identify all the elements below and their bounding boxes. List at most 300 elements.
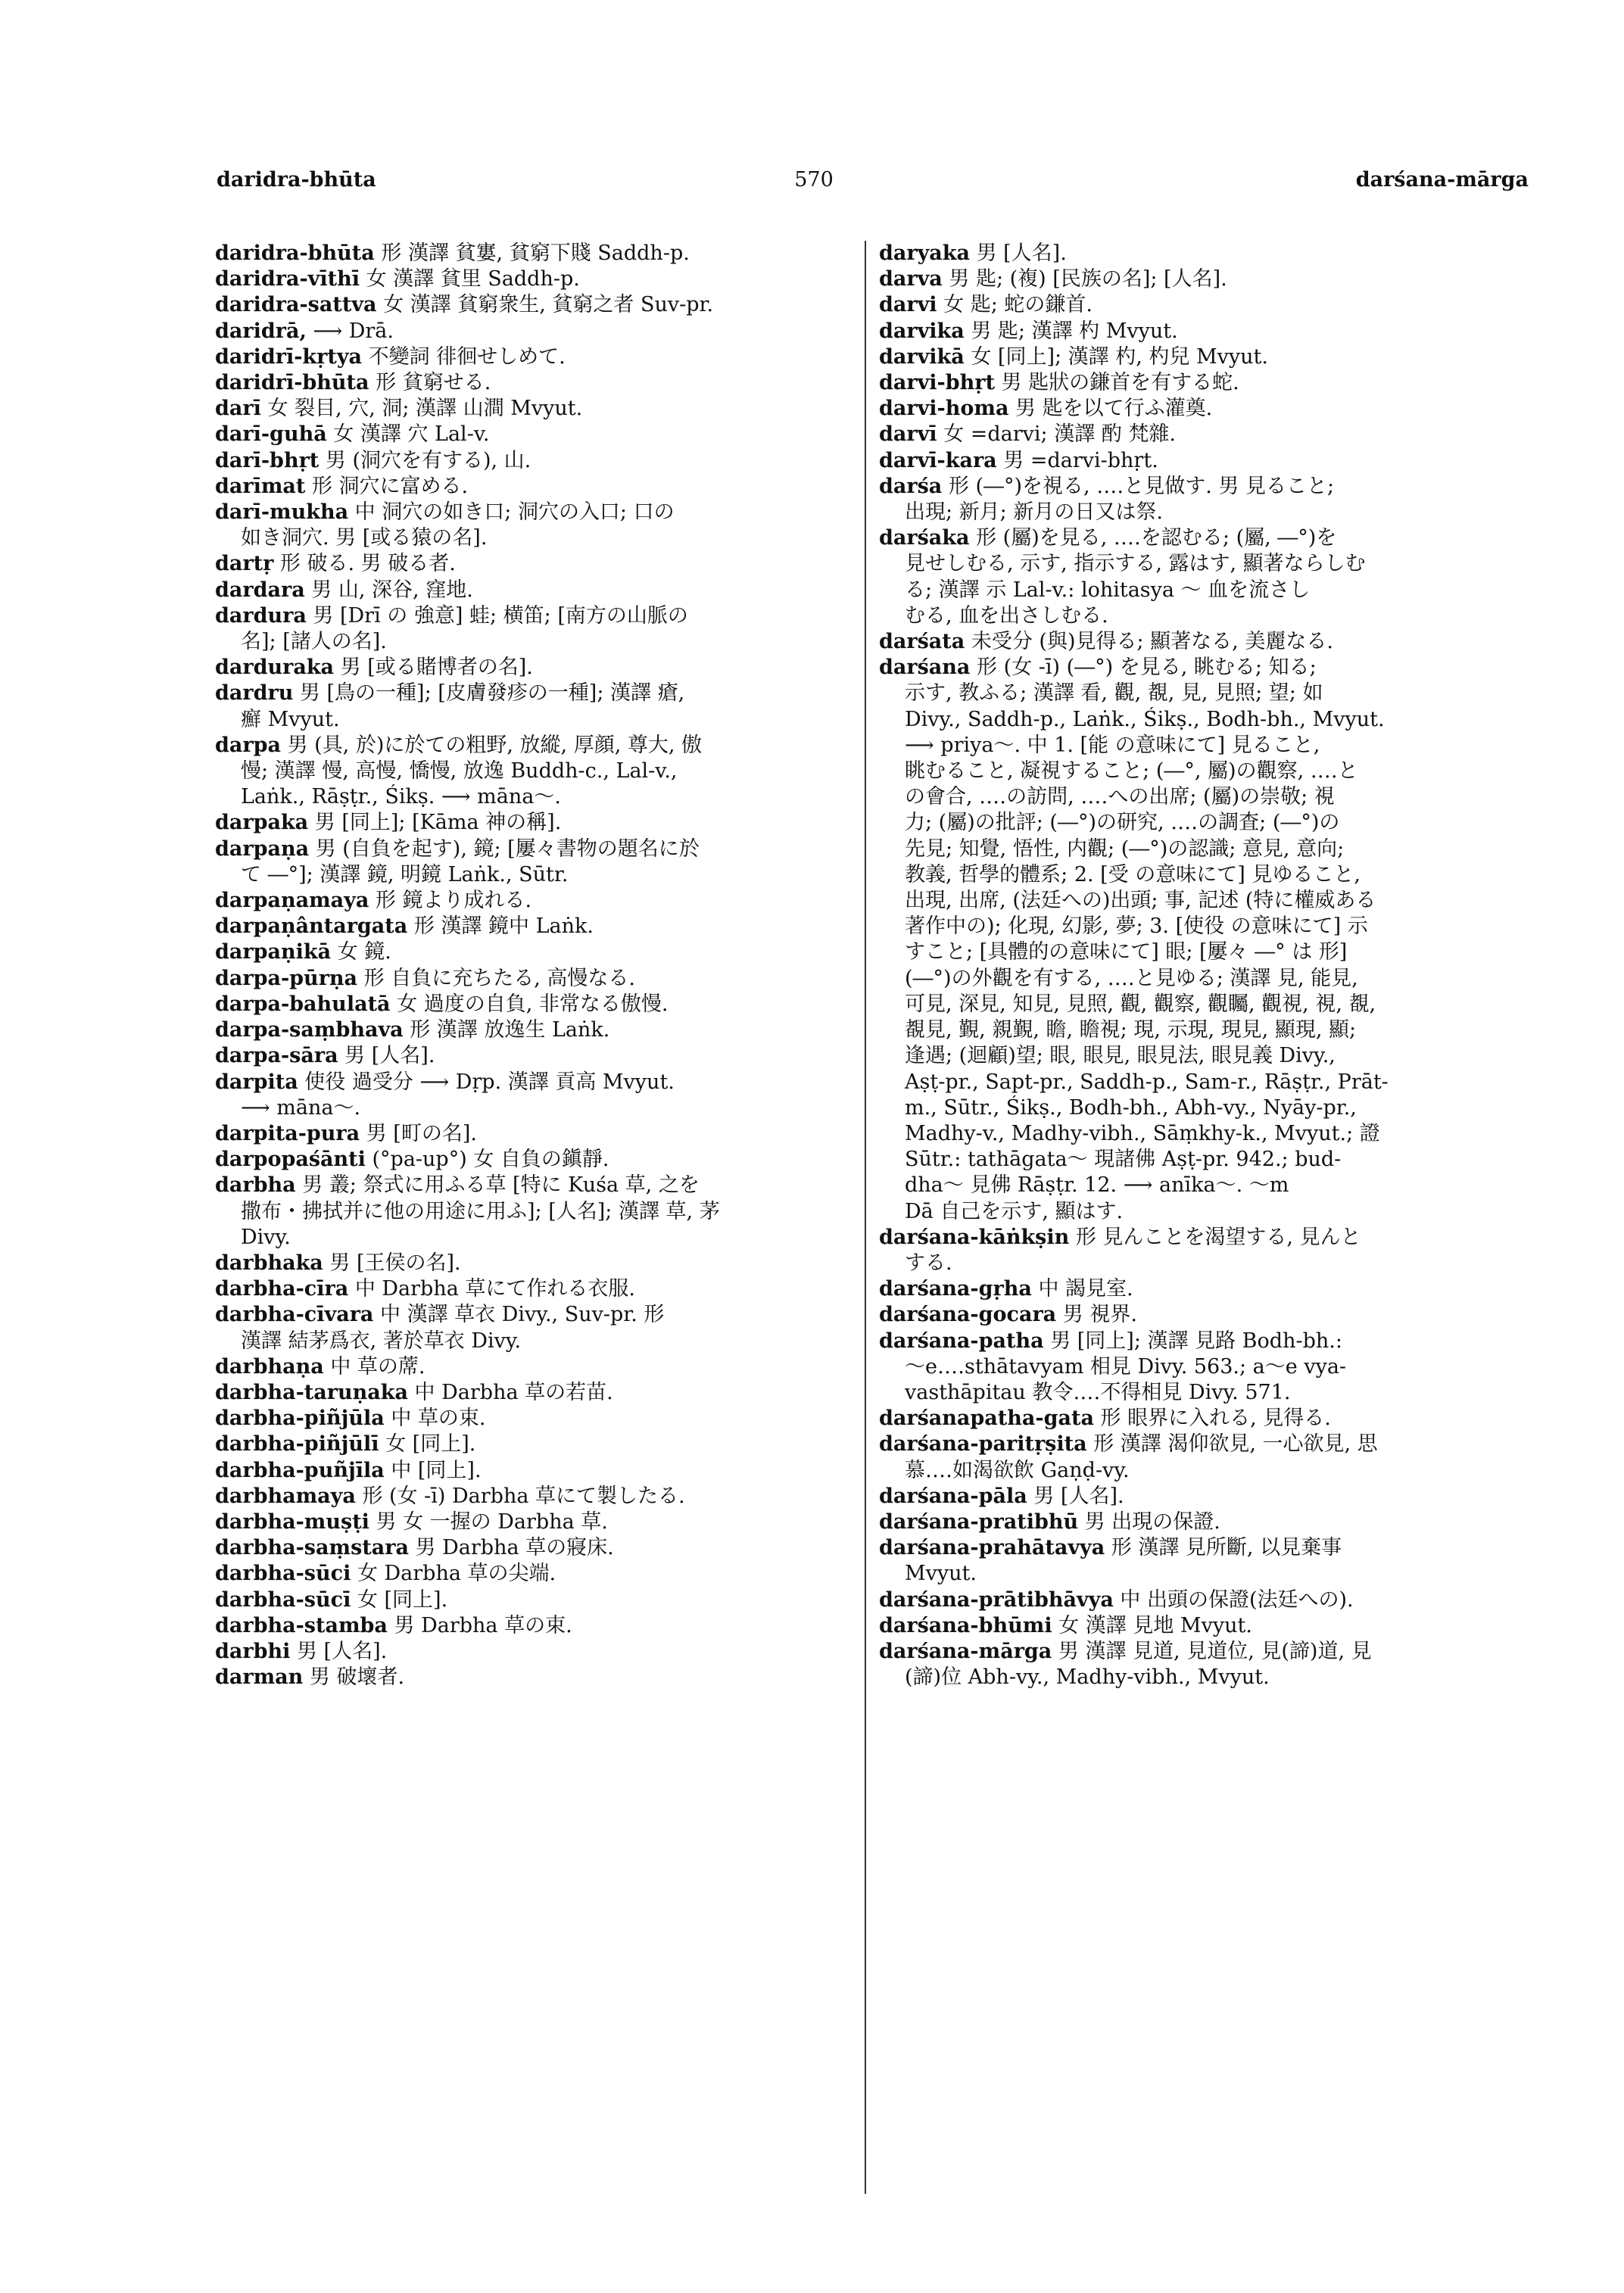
dictionary-entry [215, 474, 851, 500]
definition: 眺むること, 凝視すること; (―°, 屬)の觀察, ‥‥と [905, 759, 1358, 784]
entry-continuation [215, 862, 851, 888]
dictionary-entry [215, 370, 851, 396]
headword: darśana-patha [879, 1329, 1044, 1353]
headword: darvika [879, 319, 965, 343]
entry-continuation [879, 1199, 1512, 1225]
headword: darpa-pūrṇa [215, 966, 358, 990]
definition: 形 破る. 男 破る者. [273, 552, 456, 576]
dictionary-entry [215, 1276, 851, 1302]
headword: darbha-sūcī [215, 1587, 351, 1612]
dictionary-entry [215, 1147, 851, 1173]
definition: 撒布・拂拭并に他の用途に用ふ]; [人名]; 漢譯 草, 茅 [241, 1199, 720, 1223]
headword: daridra-bhūta [215, 241, 375, 265]
definition: 形 (―°)を視る, ‥‥と見做す. 男 見ること; [942, 474, 1335, 498]
dictionary-entry [215, 578, 851, 603]
definition: 癬 Mvyut. [241, 707, 340, 731]
dictionary-entry [215, 1587, 851, 1613]
definition: 形 洞穴に富める. [305, 474, 469, 498]
entry-continuation [215, 629, 851, 655]
dictionary-entry [215, 733, 851, 759]
dictionary-entry [879, 1432, 1512, 1457]
dictionary-entry [215, 551, 851, 577]
headword: darī-bhṛt [215, 448, 320, 472]
entry-continuation [879, 707, 1512, 733]
headword: dartṛ [215, 552, 274, 576]
dictionary-entry [879, 1587, 1512, 1613]
dictionary-entry [215, 1613, 851, 1639]
headword: darbha-sūci [215, 1562, 351, 1586]
definition: 中 草の束. [384, 1407, 486, 1431]
definition: 慢; 漢譯 慢, 高慢, 憍慢, 放逸 Buddh-c., Lal-v., [241, 759, 678, 784]
headword: darman [215, 1665, 304, 1690]
definition: の會合, ‥‥の訪問, ‥‥への出席; (屬)の崇敬; 視 [905, 785, 1335, 809]
entry-continuation [215, 1329, 851, 1354]
dictionary-entry [215, 422, 851, 447]
definition: 男 視界. [1056, 1303, 1137, 1327]
dictionary-entry [879, 396, 1512, 422]
definition: 男 [人名]. [969, 241, 1067, 265]
headword: daridrī-bhūta [215, 371, 369, 395]
definition: 力; (屬)の批評; (―°)の研究, ‥‥の調査; (―°)の [905, 811, 1340, 835]
definition: 不變詞 徘徊せしめて. [362, 344, 566, 369]
definition: 中 謁見室. [1031, 1277, 1133, 1301]
definition: ⟶ māna～. [241, 1095, 361, 1120]
dictionary-entry [215, 603, 851, 629]
headword: darśana-prahātavya [879, 1536, 1105, 1560]
definition: 女 匙; 蛇の鎌首. [937, 293, 1093, 317]
definition: (諦)位 Abh-vy., Madhy-vibh., Mvyut. [905, 1665, 1270, 1690]
dictionary-entry [215, 1043, 851, 1069]
definition: すこと; [具體的の意味にて] 眼; [屢々 ―° は 形] [905, 940, 1348, 964]
definition: 逢遇; (迴顧)望; 眼, 眼見, 眼見法, 眼見義 Divy., [905, 1044, 1336, 1068]
definition: vasthāpitau 教令‥‥不得相見 Divy. 571. [905, 1380, 1291, 1404]
dictionary-entry [215, 810, 851, 836]
definition: 男 [Drī の 強意] 蛙; 横笛; [南方の山脈の [306, 603, 688, 628]
definition: 男 叢; 祭式に用ふる草 [特に Kuśa 草, 之を [295, 1173, 700, 1198]
definition: 男 [鳥の一種]; [皮膚發疹の一種]; 漢譯 瘡, [293, 681, 685, 706]
definition: Madhy-v., Madhy-vibh., Sāṃkhy-k., Mvyut.; 證 [905, 1121, 1380, 1145]
definition: 女 過度の自負, 非常なる傲慢. [390, 992, 669, 1016]
definition: 男 (洞穴を有する), 山. [319, 448, 531, 472]
headword: daridrā, [215, 319, 307, 343]
dictionary-entry [215, 655, 851, 681]
entry-continuation [879, 1251, 1512, 1276]
definition: 形 (女 -ī) Darbha 草にて製したる. [355, 1484, 685, 1508]
definition: 未受分 (與)見得る; 顯著なる, 美麗なる. [965, 630, 1333, 654]
entry-continuation [879, 578, 1512, 603]
definition: 男 [同上]; [Kāma 神の稱]. [308, 811, 562, 835]
entry-continuation [215, 1199, 851, 1225]
headword: darśana-mārga [879, 1639, 1052, 1663]
headword: darpopaśānti [215, 1148, 366, 1172]
dictionary-entry [215, 1173, 851, 1198]
dictionary-entry [215, 241, 851, 266]
headword: darbhaka [215, 1251, 323, 1275]
definition: Sūtr.: tathāgata～ 現諸佛 Aṣṭ-pr. 942.; bud- [905, 1148, 1342, 1172]
definition: 男 Darbha 草の束. [387, 1613, 572, 1637]
definition: Divy., Saddh-p., Laṅk., Śikṣ., Bodh-bh., Mvyut. [905, 707, 1385, 731]
definition: 男 出現の保證. [1078, 1509, 1220, 1534]
entry-continuation [215, 525, 851, 551]
entry-continuation [879, 1665, 1512, 1690]
definition: 先見; 知覺, 悟性, 内觀; (―°)の認識; 意見, 意向; [905, 837, 1345, 861]
dictionary-entry [215, 1121, 851, 1147]
headword: darpa-bahulatā [215, 992, 391, 1016]
definition: Divy. [241, 1225, 291, 1249]
definition: 女 漢譯 見地 Mvyut. [1052, 1613, 1252, 1637]
dictionary-entry [215, 1380, 851, 1406]
entry-continuation [879, 681, 1512, 706]
dictionary-entry [879, 525, 1512, 551]
definition: 男 [町の名]. [360, 1121, 477, 1145]
entry-continuation [879, 837, 1512, 862]
headword: darīmat [215, 474, 306, 498]
definition: 男 [人名]. [1027, 1484, 1124, 1508]
entry-continuation [879, 1095, 1512, 1121]
definition: 女 [同上]. [379, 1432, 476, 1456]
definition: 男 破壞者. [303, 1665, 405, 1690]
definition: 如き洞穴. 男 [或る猿の名]. [241, 526, 488, 550]
definition: Dā 自己を示す, 顯はす. [905, 1199, 1124, 1223]
definition: 女 =darvi; 漢譯 酌 梵雜. [937, 422, 1176, 447]
headword: darvī-kara [879, 448, 997, 472]
definition: 中 漢譯 草衣 Divy., Suv-pr. 形 [373, 1303, 665, 1327]
entry-continuation [879, 603, 1512, 629]
dictionary-entry [879, 629, 1512, 655]
definition: 男 漢譯 見道, 見道位, 見(諦)道, 見 [1052, 1639, 1372, 1663]
definition: 示す, 教ふる; 漢譯 看, 觀, 覩, 見, 見照; 望; 如 [905, 681, 1323, 706]
headword: darpaṇa [215, 837, 310, 861]
headword: darbhamaya [215, 1484, 356, 1508]
entry-continuation [879, 1070, 1512, 1095]
headword: darśaka [879, 526, 970, 550]
entry-continuation [879, 784, 1512, 810]
dictionary-entry [215, 1665, 851, 1690]
dictionary-entry [879, 1613, 1512, 1639]
entry-continuation [879, 1017, 1512, 1043]
headword: darī-mukha [215, 500, 349, 525]
headword: darbha-cīra [215, 1277, 349, 1301]
headword: darbha-taruṇaka [215, 1380, 408, 1404]
definition: 可見, 深見, 知見, 見照, 觀, 觀察, 觀矚, 觀視, 視, 覩, [905, 992, 1376, 1016]
definition: て ―°]; 漢譯 鏡, 明鏡 Laṅk., Sūtr. [241, 862, 569, 886]
right-column [879, 241, 1512, 1690]
dictionary-entry [215, 1509, 851, 1535]
dictionary-entry [879, 422, 1512, 447]
dictionary-entry [879, 319, 1512, 344]
dictionary-entry [879, 474, 1512, 500]
headword: darpa [215, 733, 281, 757]
headword: darbha-stamba [215, 1613, 388, 1637]
entry-continuation [215, 707, 851, 733]
dictionary-entry [215, 292, 851, 318]
definition: 形 漢譯 貧寠, 貧窮下賤 Saddh-p. [374, 241, 690, 265]
dictionary-entry [215, 1354, 851, 1380]
dictionary-entry [879, 292, 1512, 318]
headword: darśana-kāṅkṣin [879, 1225, 1070, 1249]
headword: darī-guhā [215, 422, 327, 447]
headword: darśana-gocara [879, 1303, 1057, 1327]
definition: m., Sūtr., Śikṣ., Bodh-bh., Abh-vy., Nyāy-pr., [905, 1095, 1357, 1120]
dictionary-entry [215, 319, 851, 344]
headword: darpaṇamaya [215, 889, 369, 913]
definition: 男 Darbha 草の寢床. [408, 1536, 614, 1560]
headword: darpa-sāra [215, 1044, 338, 1068]
entry-continuation [879, 759, 1512, 784]
entry-continuation [879, 1121, 1512, 1147]
entry-continuation [879, 862, 1512, 888]
headword: darvī [879, 422, 937, 447]
definition: 中 洞穴の如き口; 洞穴の入口; 口の [348, 500, 675, 525]
dictionary-entry [879, 1484, 1512, 1509]
dictionary-entry [215, 344, 851, 370]
definition: 中 Darbha 草の若苗. [407, 1380, 613, 1404]
headword: darbhaṇa [215, 1354, 324, 1379]
entry-continuation [879, 551, 1512, 577]
entry-continuation [879, 1380, 1512, 1406]
definition: る; 漢譯 示 Lal-v.: lohitasya ～ 血を流さし [905, 578, 1311, 602]
headword: darpaka [215, 811, 309, 835]
dictionary-entry [215, 1535, 851, 1561]
definition: 形 貧窮せる. [369, 371, 491, 395]
headword: darśana-pratibhū [879, 1509, 1079, 1534]
definition: 男 匙を以て行ふ灌奠. [1008, 397, 1213, 421]
dictionary-entry [879, 448, 1512, 474]
headword: darśana [879, 656, 971, 680]
headword: dardara [215, 578, 305, 602]
definition: 女 裂目, 穴, 洞; 漢譯 山澗 Mvyut. [260, 397, 583, 421]
definition: 中 Darbha 草にて作れる衣服. [348, 1277, 635, 1301]
headword: darpaṇântargata [215, 914, 408, 939]
definition: Aṣṭ-pr., Sapt-pr., Saddh-p., Sam-r., Rāṣṭr., Prāt- [905, 1070, 1389, 1094]
entry-continuation [879, 1458, 1512, 1484]
definition: 形 (屬)を見る, ‥‥を認むる; (屬, ―°)を [969, 526, 1337, 550]
dictionary-entry [215, 1302, 851, 1328]
dictionary-entry [215, 500, 851, 525]
definition: 女 漢譯 貧里 Saddh-p. [359, 267, 580, 291]
definition: 男 (具, 於)に於ての粗野, 放縱, 厚顔, 尊大, 傲 [280, 733, 703, 757]
entry-continuation [215, 784, 851, 810]
definition: 見せしむる, 示す, 指示する, 露はす, 顯著ならしむ [905, 552, 1366, 576]
dictionary-entry [879, 1535, 1512, 1561]
definition: 女 [同上]; 漢譯 杓, 杓兒 Mvyut. [964, 344, 1268, 369]
definition: 教義, 哲學的體系; 2. [受 の意味にて] 見ゆること, [905, 862, 1361, 886]
definition: 出現; 新月; 新月の日又は祭. [905, 500, 1163, 525]
headword: daridra-vīthī [215, 267, 360, 291]
page-number: 570 [794, 168, 834, 192]
definition: 中 出頭の保證(法廷への). [1113, 1587, 1354, 1612]
entry-continuation [879, 939, 1512, 965]
headword: darśana-paritṛṣita [879, 1432, 1087, 1456]
headword: darbha-piñjūlī [215, 1432, 379, 1456]
headword: darbha-muṣṭi [215, 1509, 369, 1534]
dictionary-entry [215, 1432, 851, 1457]
entry-continuation [879, 992, 1512, 1017]
headword: darśana-prātibhāvya [879, 1587, 1114, 1612]
definition: 漢譯 結茅爲衣, 著於草衣 Divy. [241, 1329, 522, 1353]
headword: darbha-saṃstara [215, 1536, 409, 1560]
entry-continuation [879, 810, 1512, 836]
definition: 形 (女 -ī) (―°) を見る, 眺むる; 知る; [970, 656, 1317, 680]
dictionary-entry [215, 939, 851, 965]
headword: daryaka [879, 241, 970, 265]
definition: 女 鏡. [331, 940, 391, 964]
dictionary-entry [215, 837, 851, 862]
definition: 女 漢譯 穴 Lal-v. [326, 422, 490, 447]
headword: darvi [879, 293, 937, 317]
left-column [215, 241, 851, 1690]
dictionary-entry [879, 241, 1512, 266]
entry-continuation [879, 1043, 1512, 1069]
definition: Laṅk., Rāṣṭr., Śikṣ. ⟶ māna～. [241, 785, 561, 809]
definition: 男 =darvi-bhṛt. [996, 448, 1158, 472]
entry-continuation [879, 966, 1512, 992]
definition: 形 漢譯 放逸生 Laṅk. [403, 1018, 610, 1042]
headword: darśana-gṛha [879, 1277, 1032, 1301]
definition: (°pa-up°) 女 自負の鎭靜. [365, 1148, 609, 1172]
dictionary-entry [215, 1251, 851, 1276]
headword: darpita-pura [215, 1121, 360, 1145]
dictionary-entry [879, 1276, 1512, 1302]
definition: 男 匙; (複) [民族の名]; [人名]. [942, 267, 1227, 291]
running-head-right: darśana-mārga [1355, 168, 1529, 192]
definition: 男 [人名]. [338, 1044, 435, 1068]
entry-continuation [879, 1173, 1512, 1198]
definition: 男 匙狀の鎌首を有する蛇. [994, 371, 1239, 395]
definition: ～e‥‥sthātavyam 相見 Divy. 563.; a～e vya- [905, 1354, 1347, 1379]
column-divider [865, 241, 866, 2194]
entry-continuation [215, 1095, 851, 1121]
definition: 形 漢譯 見所斷, 以見棄事 [1105, 1536, 1342, 1560]
definition: 覩見, 覲, 親覲, 瞻, 瞻視; 現, 示現, 現見, 顯現, 顯; [905, 1018, 1357, 1042]
definition: ⟶ priya～. 中 1. [能 の意味にて] 見ること, [905, 733, 1320, 757]
definition: 男 [同上]; 漢譯 見路 Bodh-bh.: [1043, 1329, 1342, 1353]
dictionary-entry [215, 992, 851, 1017]
headword: darśana-pāla [879, 1484, 1027, 1508]
definition: 形 鏡より成れる. [369, 889, 532, 913]
definition: 男 [或る賭博者の名]. [334, 656, 533, 680]
definition: ⟶ Drā. [306, 319, 394, 343]
dictionary-entry [215, 448, 851, 474]
definition: 男 女 一握の Darbha 草. [369, 1509, 608, 1534]
headword: darduraka [215, 656, 335, 680]
definition: 中 草の蓆. [323, 1354, 425, 1379]
entry-continuation [879, 1354, 1512, 1380]
definition: 中 [同上]. [384, 1458, 482, 1482]
dictionary-entry [879, 655, 1512, 681]
headword: darśana-bhūmi [879, 1613, 1052, 1637]
headword: darvikā [879, 344, 965, 369]
dictionary-entry [879, 1302, 1512, 1328]
definition: 形 眼界に入れる, 見得る. [1093, 1407, 1331, 1431]
entry-continuation [879, 733, 1512, 759]
dictionary-entry [215, 1406, 851, 1432]
definition: 女 [同上]. [351, 1587, 448, 1612]
definition: むる, 血を出さしむる. [905, 603, 1108, 628]
headword: darvi-bhṛt [879, 371, 995, 395]
headword: darśata [879, 630, 965, 654]
definition: 女 Darbha 草の尖端. [351, 1562, 556, 1586]
dictionary-entry [215, 966, 851, 992]
entry-continuation [879, 888, 1512, 914]
dictionary-entry [215, 1639, 851, 1665]
headword: daridrī-kṛtya [215, 344, 363, 369]
headword: darī [215, 397, 261, 421]
dictionary-entry [215, 1017, 851, 1043]
dictionary-entry [879, 1639, 1512, 1665]
definition: (―°)の外觀を有する, ‥‥と見ゆる; 漢譯 見, 能見, [905, 966, 1358, 990]
definition: 女 漢譯 貧窮衆生, 貧窮之者 Suv-pr. [376, 293, 714, 317]
headword: darva [879, 267, 943, 291]
definition: する. [905, 1251, 952, 1275]
entry-continuation [215, 1225, 851, 1251]
headword: dardura [215, 603, 307, 628]
definition: 形 見んことを渴望する, 見んと [1069, 1225, 1361, 1249]
definition: 形 漢譯 渴仰欲見, 一心欲見, 思 [1086, 1432, 1378, 1456]
headword: darvi-homa [879, 397, 1009, 421]
definition: 男 山, 深谷, 窪地. [304, 578, 473, 602]
definition: Mvyut. [905, 1562, 977, 1586]
definition: 形 漢譯 鏡中 Laṅk. [407, 914, 594, 939]
headword: darbha-cīvara [215, 1303, 374, 1327]
dictionary-entry [215, 1484, 851, 1509]
headword: darpita [215, 1070, 298, 1094]
definition: 男 [王侯の名]. [323, 1251, 461, 1275]
headword: darbhi [215, 1639, 291, 1663]
running-head-left: daridra-bhūta [217, 168, 376, 192]
dictionary-entry [879, 1225, 1512, 1251]
definition: 著作中の); 化現, 幻影, 夢; 3. [使役 の意味にて] 示 [905, 914, 1368, 939]
headword: darbha [215, 1173, 296, 1198]
definition: 出現, 出席, (法廷への)出頭; 事, 記述 (特に權威ある [905, 889, 1376, 913]
headword: dardru [215, 681, 294, 706]
entry-continuation [879, 1147, 1512, 1173]
dictionary-entry [879, 266, 1512, 292]
headword: darpa-saṃbhava [215, 1018, 404, 1042]
entry-continuation [879, 914, 1512, 939]
dictionary-entry [879, 1406, 1512, 1432]
headword: daridra-sattva [215, 293, 377, 317]
dictionary-entry [879, 1509, 1512, 1535]
definition: 男 (自負を起す), 鏡; [屢々書物の題名に於 [309, 837, 700, 861]
definition: 形 自負に充ちたる, 高慢なる. [357, 966, 635, 990]
definition: 男 匙; 漢譯 杓 Mvyut. [964, 319, 1178, 343]
dictionary-entry [879, 1329, 1512, 1354]
dictionary-entry [879, 370, 1512, 396]
dictionary-entry [215, 1070, 851, 1095]
dictionary-entry [215, 888, 851, 914]
headword: darbha-piñjūla [215, 1407, 385, 1431]
definition: 男 [人名]. [290, 1639, 388, 1663]
dictionary-entry [215, 1458, 851, 1484]
dictionary-entry [215, 266, 851, 292]
definition: 名]; [諸人の名]. [241, 630, 387, 654]
definition: dha～ 見佛 Rāṣṭr. 12. ⟶ anīka～. ～m [905, 1173, 1289, 1198]
dictionary-entry [215, 914, 851, 939]
headword: darśanapatha-gata [879, 1407, 1094, 1431]
dictionary-entry [879, 344, 1512, 370]
dictionary-entry [215, 1561, 851, 1587]
definition: 慕‥‥如渴欲飲 Gaṇḍ-vy. [905, 1458, 1130, 1482]
headword: darśa [879, 474, 943, 498]
entry-continuation [879, 500, 1512, 525]
entry-continuation [215, 759, 851, 784]
dictionary-entry [215, 681, 851, 706]
headword: darbha-puñjīla [215, 1458, 385, 1482]
dictionary-entry [215, 396, 851, 422]
definition: 使役 過受分 ⟶ Dṛp. 漢譯 貢高 Mvyut. [298, 1070, 675, 1094]
headword: darpaṇikā [215, 940, 332, 964]
